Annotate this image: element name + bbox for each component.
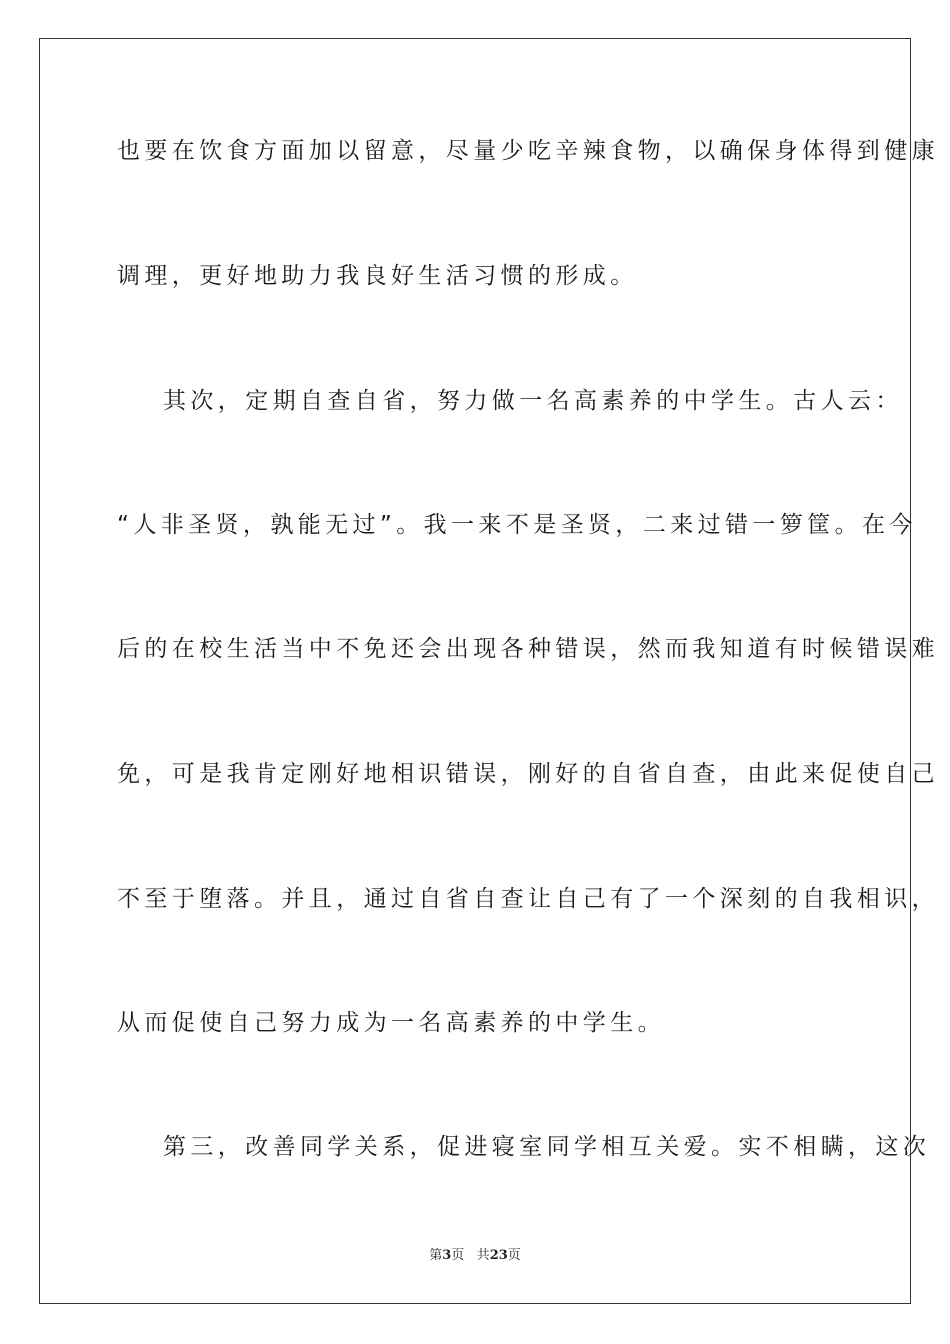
text-line-4: “人非圣贤，孰能无过”。我一来不是圣贤，二来过错一箩筐。在今 [117,512,917,538]
text-line-8: 从而促使自己努力成为一名高素养的中学生。 [117,1010,665,1036]
current-page-number: 3 [442,1248,452,1263]
total-suffix: 页 [507,1248,521,1263]
text-line-7: 不至于堕落。并且，通过自省自查让自己有了一个深刻的自我相识， [117,886,939,912]
text-line-5: 后的在校生活当中不免还会出现各种错误，然而我知道有时候错误难 [117,636,939,662]
paragraph-start-line-9: 第三，改善同学关系，促进寝室同学相互关爱。实不相瞒，这次 [163,1134,931,1160]
page-prefix: 第 [429,1248,443,1263]
page-suffix: 页 [451,1248,465,1263]
text-line-1: 也要在饮食方面加以留意，尽量少吃辛辣食物，以确保身体得到健康 [117,138,939,164]
total-pages-number: 23 [489,1248,508,1263]
page-border [39,38,939,1304]
text-line-6: 免，可是我肯定刚好地相识错误，刚好的自省自查，由此来促使自己 [117,761,939,787]
text-line-2: 调理，更好地助力我良好生活习惯的形成。 [117,263,638,289]
paragraph-start-line-3: 其次，定期自查自省，努力做一名高素养的中学生。古人云： [163,388,903,414]
page-footer [0,1247,950,1265]
total-prefix: 共 [476,1248,490,1263]
